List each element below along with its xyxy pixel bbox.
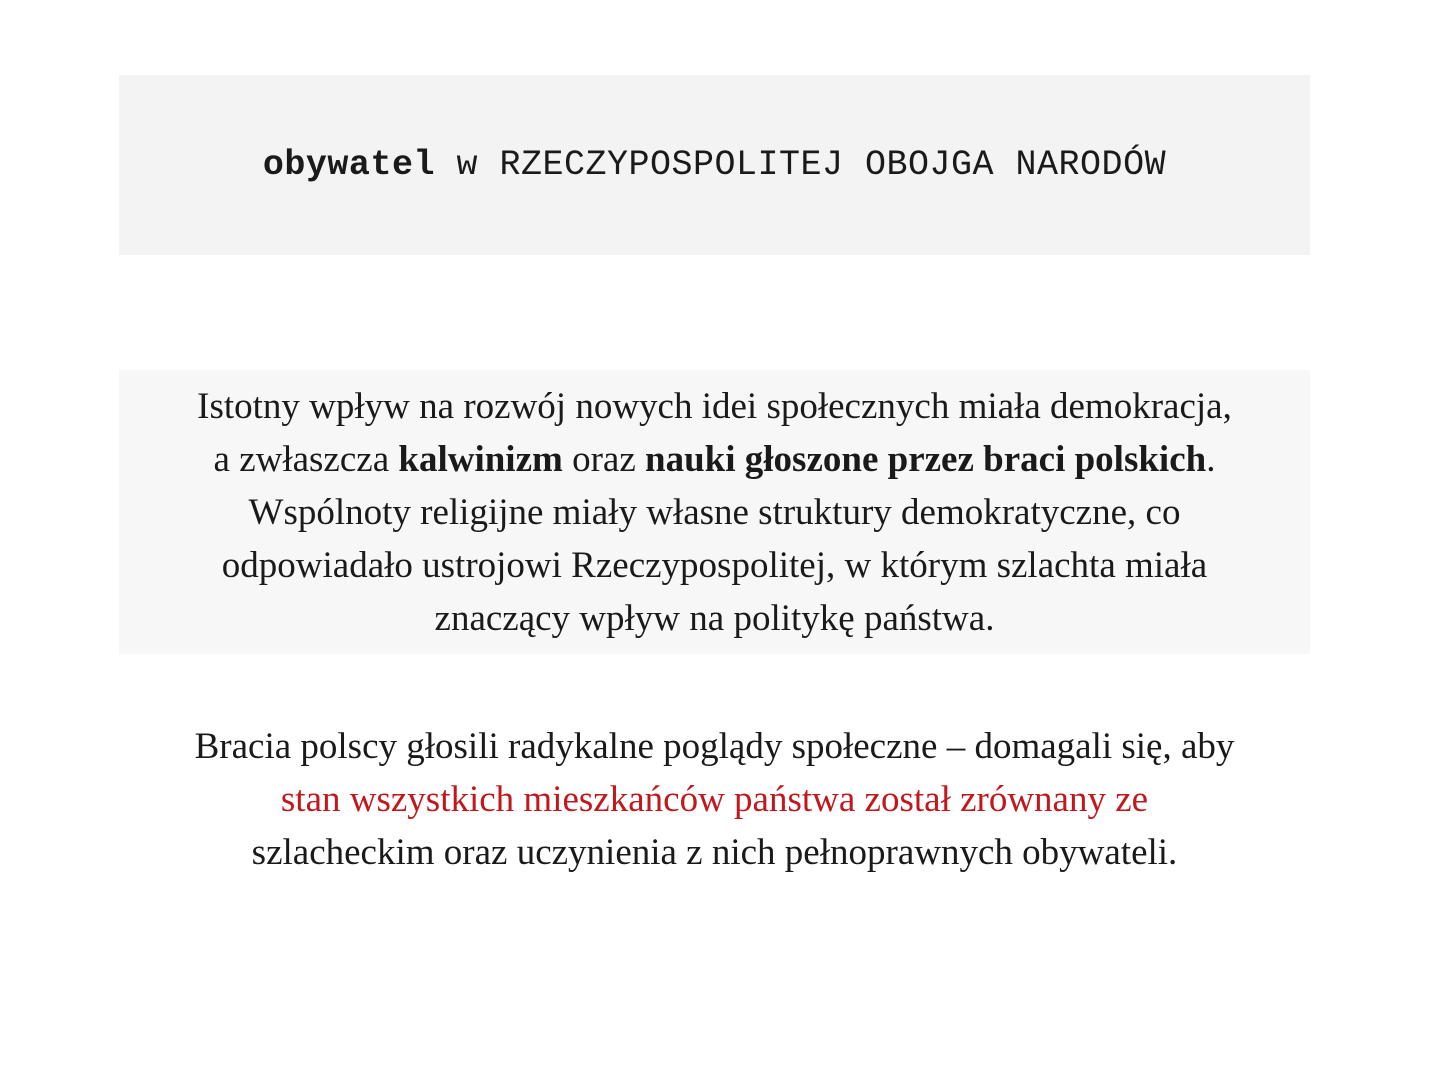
paragraph-box — [119, 370, 1310, 654]
paragraph-2-line-1: Bracia polscy głosili radykalne poglądy społeczne – domagali się, aby — [194, 726, 1235, 767]
title-keyword: obywatel — [262, 145, 435, 185]
title-rest: w RZECZYPOSPOLITEJ OBOJGA NARODÓW — [434, 145, 1167, 185]
paragraph-1-line-2 — [197, 433, 1232, 486]
paragraph-1-line-3: Wspólnoty religijne miały własne struktury demokratyczne, co — [248, 491, 1181, 533]
paragraph-2 — [119, 720, 1310, 879]
text-segment: oraz — [562, 438, 646, 480]
paragraph-1-line-1: Istotny wpływ na rozwój nowych idei społecznych miała demokracja, — [197, 385, 1232, 427]
paragraph-1-line-5: znaczący wpływ na politykę państwa. — [434, 597, 995, 639]
paragraph-1-line-4: odpowiadało ustrojowi Rzeczypospolitej, w którym szlachta miała — [221, 544, 1208, 586]
page-title — [263, 145, 1166, 185]
bold-term-nauki: nauki głoszone przez braci polskich — [645, 438, 1207, 480]
paragraph-2-highlight: stan wszystkich mieszkańców państwa został zrównany ze — [280, 779, 1149, 820]
title-banner — [119, 75, 1310, 255]
text-segment: . — [1206, 438, 1216, 480]
bold-term-kalwinizm: kalwinizm — [398, 438, 563, 480]
paragraph-1 — [197, 380, 1232, 645]
paragraph-2-line-3: szlacheckim oraz uczynienia z nich pełnoprawnych obywateli. — [251, 832, 1178, 873]
text-segment: a zwłaszcza — [213, 438, 399, 480]
